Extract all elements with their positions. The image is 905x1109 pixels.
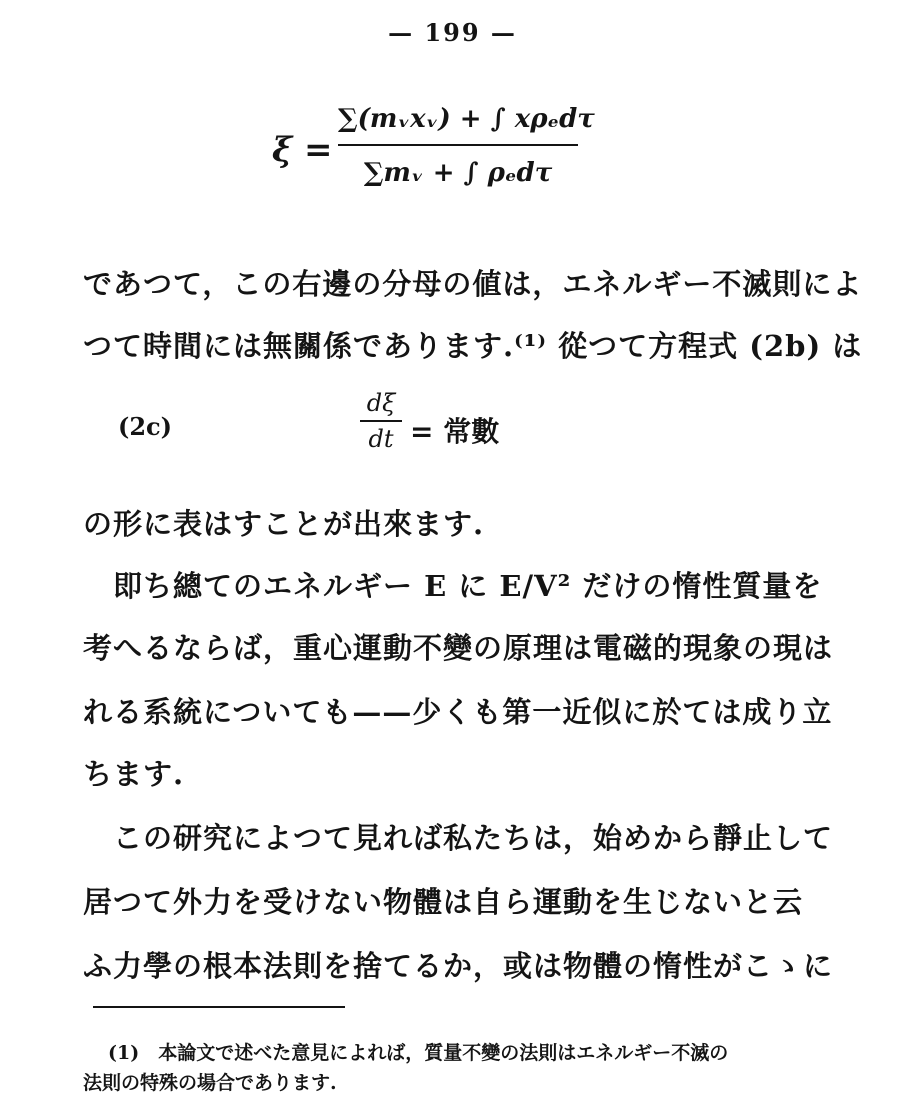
equation-fraction xyxy=(338,96,595,196)
paragraph-line: れる系統についても——少くも第一近似に於ては成り立 xyxy=(83,695,833,729)
derivative-denominator: dt xyxy=(368,425,394,453)
paragraph-line: この研究によつて見れば私たちは，始めから靜止して xyxy=(83,821,834,855)
paragraph-line: ふ力學の根本法則を捨てるか，或は物體の惰性がこゝに xyxy=(83,949,834,983)
equation-numerator: ∑(mᵥxᵥ) + ∫ xρₑdτ xyxy=(338,104,595,134)
derivative-fraction xyxy=(360,388,402,454)
footnote-line: (1) 本論文で述べた意見によれば，質量不變の法則はエネルギー不滅の xyxy=(108,1042,729,1064)
equation-label: (2c) xyxy=(118,412,173,441)
fraction-bar xyxy=(360,420,402,422)
page-number: — 199 — xyxy=(388,18,517,47)
center-of-mass-equation xyxy=(272,96,595,216)
equation-denominator: ∑mᵥ + ∫ ρₑdτ xyxy=(363,158,553,188)
equation-lhs: ξ = xyxy=(272,130,333,170)
footnote-rule xyxy=(93,1006,345,1008)
equation-rhs: = 常數 xyxy=(410,415,500,448)
footnote-line: 法則の特殊の場合であります. xyxy=(83,1072,337,1094)
paragraph-line: 考へるならば，重心運動不變の原理は電磁的現象の現は xyxy=(83,631,834,665)
paragraph-line: 即ち總てのエネルギー E に E/V² だけの惰性質量を xyxy=(83,569,823,603)
paragraph-line: であつて，この右邊の分母の値は，エネルギー不滅則によ xyxy=(83,267,863,301)
paragraph-line: ちます. xyxy=(83,757,185,791)
paragraph-line: の形に表はすことが出來ます. xyxy=(83,507,485,541)
derivative-numerator: dξ xyxy=(366,389,396,417)
fraction-bar xyxy=(338,144,578,146)
paragraph-line: つて時間には無關係であります.⁽¹⁾ 從つて方程式 (2b) は xyxy=(83,329,863,363)
paragraph-line: 居つて外力を受けない物體は自ら運動を生じないと云 xyxy=(83,885,804,919)
